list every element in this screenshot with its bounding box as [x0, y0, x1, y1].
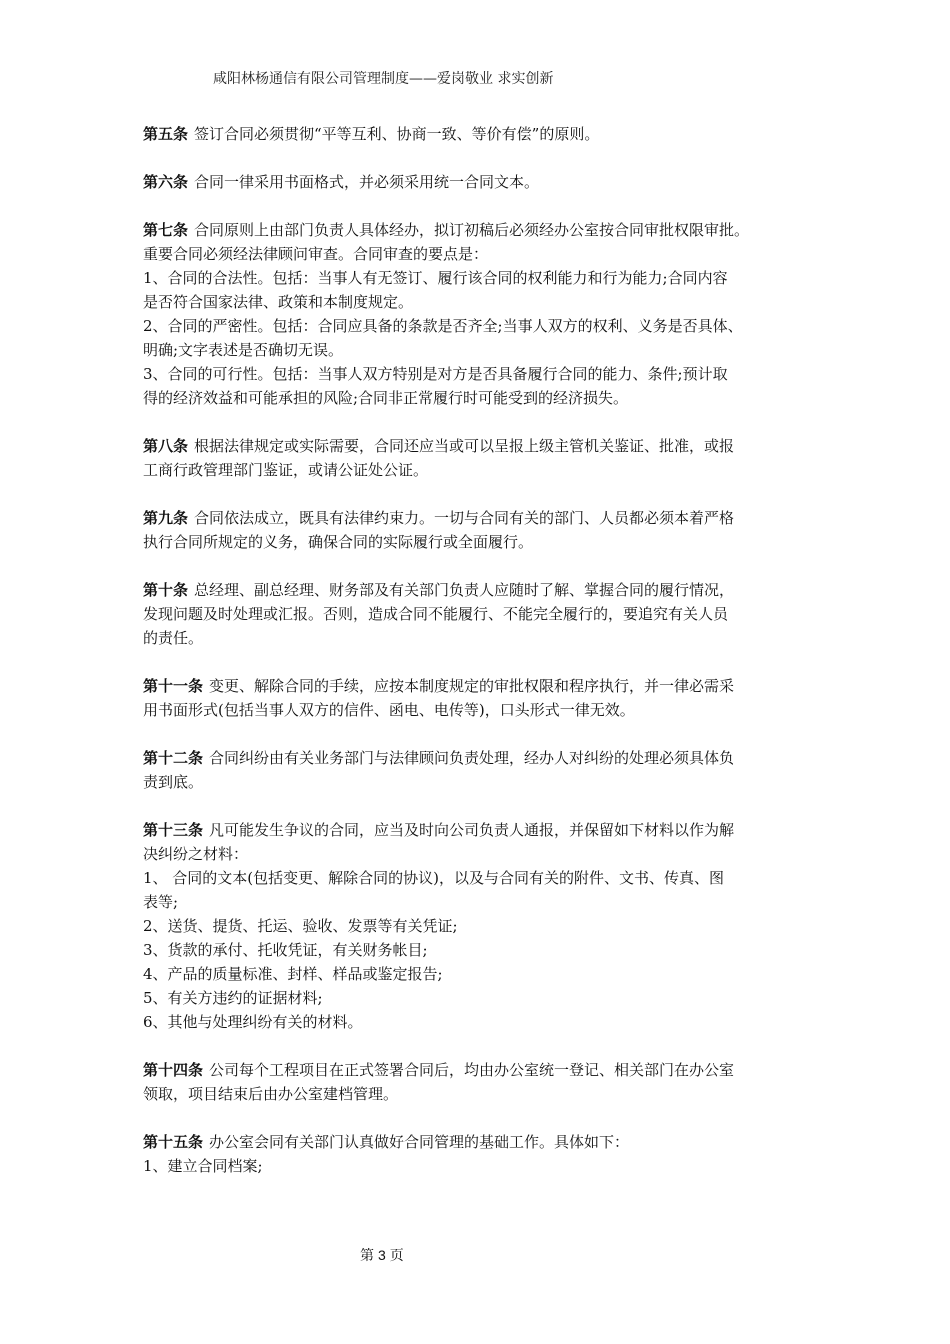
article-line: [143, 578, 813, 602]
article-text: 执行合同所规定的义务，确保合同的实际履行或全面履行。: [143, 533, 534, 551]
article-label: 第七条: [143, 221, 189, 239]
article-text: 合同原则上由部门负责人具体经办，拟订初稿后必须经办公室按合同审批权限审批。: [194, 221, 750, 239]
article-label: 第六条: [143, 173, 189, 191]
page-header: 咸阳林杨通信有限公司管理制度——爱岗敬业 求实创新: [213, 71, 554, 87]
article-text: 得的经济效益和可能承担的风险;合同非正常履行时可能受到的经济损失。: [143, 389, 629, 407]
article-line: [143, 626, 813, 650]
article-text: 1、合同的合法性。包括：当事人有无签订、履行该合同的权利能力和行为能力;合同内容: [143, 269, 728, 287]
article-label: 第十四条: [143, 1061, 204, 1079]
article-text: 4、产品的质量标准、封样、样品或鉴定报告;: [143, 965, 443, 983]
article-text: 总经理、副总经理、财务部及有关部门负责人应随时了解、掌握合同的履行情况，: [194, 581, 735, 599]
article-line: [143, 818, 813, 842]
article-text: 明确;文字表述是否确切无误。: [143, 341, 344, 359]
article-text: 5、有关方违约的证据材料;: [143, 989, 323, 1007]
article-line: [143, 530, 813, 554]
page-footer-suffix: 页: [389, 1248, 404, 1264]
article-line: [143, 314, 813, 338]
article-line: [143, 698, 813, 722]
article-label: 第九条: [143, 509, 189, 527]
article-line: [143, 458, 813, 482]
article-text: 重要合同必须经法律顾问审查。合同审查的要点是：: [143, 245, 489, 263]
article-line: [143, 122, 813, 146]
page-number: 3: [378, 1247, 386, 1263]
article-line: [143, 434, 813, 458]
article-line: [143, 842, 813, 866]
article-block: [143, 122, 813, 146]
article-line: [143, 338, 813, 362]
article-text: 6、其他与处理纠纷有关的材料。: [143, 1013, 363, 1031]
article-line: [143, 218, 813, 242]
article-text: 是否符合国家法律、政策和本制度规定。: [143, 293, 414, 311]
article-block: [143, 218, 813, 410]
article-line: [143, 890, 813, 914]
article-block: [143, 170, 813, 194]
article-text: 合同依法成立，既具有法律约束力。一切与合同有关的部门、人员都必须本着严格: [194, 509, 735, 527]
article-text: 根据法律规定或实际需要，合同还应当或可以呈报上级主管机关鉴证、批准，或报: [194, 437, 735, 455]
article-text: 2、合同的严密性。包括：合同应具备的条款是否齐全;当事人双方的权利、义务是否具体、: [143, 317, 743, 335]
article-block: [143, 818, 813, 1034]
article-line: [143, 1154, 813, 1178]
article-text: 责到底。: [143, 773, 204, 791]
article-text: 公司每个工程项目在正式签署合同后，均由办公室统一登记、相关部门在办公室: [209, 1061, 735, 1079]
article-text: 合同纠纷由有关业务部门与法律顾问负责处理，经办人对纠纷的处理必须具体负: [209, 749, 735, 767]
article-text: 合同一律采用书面格式，并必须采用统一合同文本。: [194, 173, 540, 191]
article-line: [143, 674, 813, 698]
document-body: [143, 122, 813, 1202]
article-line: [143, 962, 813, 986]
article-block: [143, 506, 813, 554]
article-label: 第八条: [143, 437, 189, 455]
article-text: 表等;: [143, 893, 179, 911]
article-line: [143, 386, 813, 410]
article-text: 2、送货、提货、托运、验收、发票等有关凭证;: [143, 917, 458, 935]
article-line: [143, 1010, 813, 1034]
article-text: 变更、解除合同的手续，应按本制度规定的审批权限和程序执行，并一律必需采: [209, 677, 735, 695]
article-text: 决纠纷之材料：: [143, 845, 249, 863]
article-text: 凡可能发生争议的合同，应当及时向公司负责人通报，并保留如下材料以作为解: [209, 821, 735, 839]
article-text: 3、货款的承付、托收凭证，有关财务帐目;: [143, 941, 428, 959]
article-label: 第十二条: [143, 749, 204, 767]
article-label: 第十条: [143, 581, 189, 599]
article-text: 3、合同的可行性。包括：当事人双方特别是对方是否具备履行合同的能力、条件;预计取: [143, 365, 728, 383]
article-block: [143, 1058, 813, 1106]
article-line: [143, 602, 813, 626]
article-line: [143, 1130, 813, 1154]
article-text: 领取，项目结束后由办公室建档管理。: [143, 1085, 399, 1103]
article-line: [143, 362, 813, 386]
article-line: [143, 914, 813, 938]
article-text: 发现问题及时处理或汇报。否则，造成合同不能履行、不能完全履行的，要追究有关人员: [143, 605, 729, 623]
article-text: 用书面形式(包括当事人双方的信件、函电、电传等)，口头形式一律无效。: [143, 701, 635, 719]
article-line: [143, 242, 813, 266]
article-label: 第十一条: [143, 677, 204, 695]
article-text: 工商行政管理部门鉴证，或请公证处公证。: [143, 461, 429, 479]
article-line: [143, 938, 813, 962]
article-line: [143, 986, 813, 1010]
page-footer-prefix: 第: [360, 1248, 374, 1264]
article-block: [143, 578, 813, 650]
article-line: [143, 290, 813, 314]
page-footer: [360, 1246, 404, 1265]
article-line: [143, 746, 813, 770]
article-label: 第十五条: [143, 1133, 204, 1151]
article-text: 办公室会同有关部门认真做好合同管理的基础工作。具体如下：: [209, 1133, 630, 1151]
article-text: 1、建立合同档案;: [143, 1157, 263, 1175]
article-text: 1、 合同的文本(包括变更、解除合同的协议)，以及与合同有关的附件、文书、传真、图: [143, 869, 725, 887]
article-line: [143, 1082, 813, 1106]
article-block: [143, 746, 813, 794]
article-block: [143, 434, 813, 482]
article-line: [143, 866, 813, 890]
article-label: 第五条: [143, 125, 189, 143]
article-label: 第十三条: [143, 821, 204, 839]
article-line: [143, 170, 813, 194]
article-line: [143, 1058, 813, 1082]
article-line: [143, 506, 813, 530]
article-text: 的责任。: [143, 629, 204, 647]
article-line: [143, 770, 813, 794]
article-block: [143, 1130, 813, 1178]
article-block: [143, 674, 813, 722]
article-text: 签订合同必须贯彻“平等互利、协商一致、等价有偿”的原则。: [194, 125, 600, 143]
article-line: [143, 266, 813, 290]
